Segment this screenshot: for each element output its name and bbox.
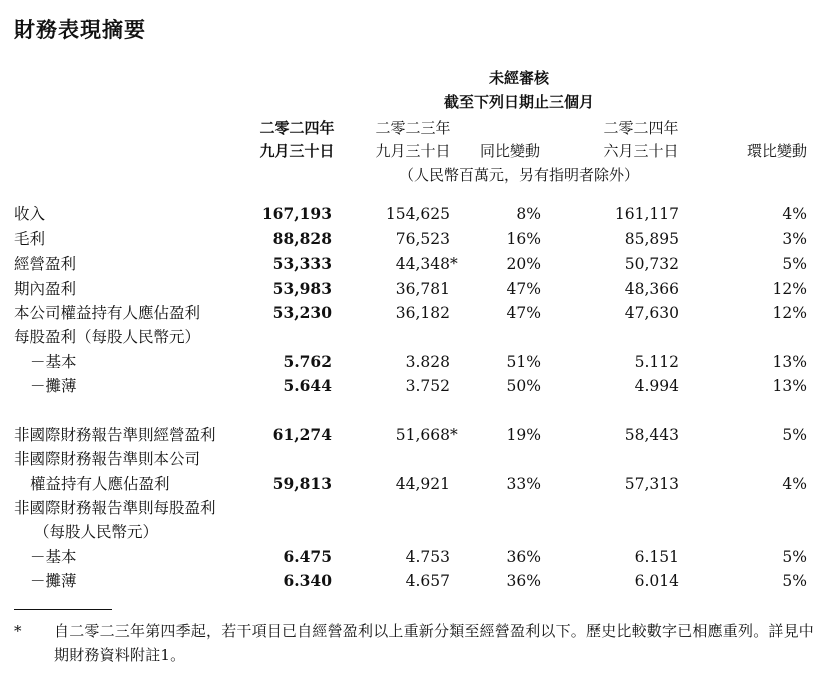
value-2023q3: 36,781	[395, 280, 450, 298]
value-text: 44,348	[395, 255, 450, 273]
col2-header-line1: 二零二三年	[375, 119, 451, 137]
qoq-change: 5%	[782, 426, 807, 444]
value-2024q2: 4.994	[634, 377, 679, 395]
value-2024q3: 167,193	[261, 204, 332, 223]
unit-note: （人民幣百萬元，另有指明者除外）	[398, 166, 640, 184]
page-title: 財務表現摘要	[14, 18, 146, 42]
row-label: 經營盈利	[14, 255, 77, 273]
qoq-change: 12%	[772, 280, 807, 298]
row-label: 非國際財務報告準則本公司	[14, 450, 201, 468]
table-row	[0, 301, 828, 326]
row-label: 非國際財務報告準則經營盈利	[14, 426, 216, 444]
col5-header: 環比變動	[746, 142, 807, 160]
row-label: 每股盈利（每股人民幣元）	[14, 328, 201, 346]
row-label: 權益持有人應佔盈利	[30, 475, 170, 493]
row-label: 收入	[14, 205, 46, 223]
value-2024q2: 6.014	[634, 572, 679, 590]
value-2023q3: 154,625	[385, 205, 450, 223]
table-row	[0, 569, 828, 594]
value-2024q2: 85,895	[624, 230, 679, 248]
period-label: 截至下列日期止三個月	[443, 93, 595, 111]
yoy-change: 33%	[506, 475, 541, 493]
value-text: 51,668	[395, 426, 450, 444]
yoy-change: 36%	[506, 548, 541, 566]
row-label: 非國際財務報告準則每股盈利	[14, 499, 216, 517]
table-row	[0, 496, 828, 521]
table-row	[0, 520, 828, 545]
col1-header-line1: 二零二四年	[259, 119, 335, 137]
yoy-change: 36%	[506, 572, 541, 590]
table-row	[0, 252, 828, 277]
row-label: 毛利	[14, 230, 46, 248]
value-2023q3	[395, 252, 458, 277]
value-2024q3: 5.762	[283, 352, 332, 371]
value-2024q3: 5.644	[283, 376, 332, 395]
value-2024q2: 5.112	[634, 353, 679, 371]
qoq-change: 5%	[782, 548, 807, 566]
col4-header-line1: 二零二四年	[603, 119, 679, 137]
row-label: －基本	[30, 548, 77, 566]
yoy-change: 47%	[506, 304, 541, 322]
value-2023q3: 3.752	[405, 377, 450, 395]
qoq-change: 5%	[782, 572, 807, 590]
value-2023q3: 36,182	[395, 304, 450, 322]
value-2023q3: 44,921	[395, 475, 450, 493]
value-2024q3: 88,828	[272, 229, 332, 248]
unaudited-label: 未經審核	[488, 69, 550, 87]
table-row	[0, 472, 828, 497]
row-label: 期內盈利	[14, 280, 77, 298]
value-2024q3: 59,813	[272, 474, 332, 493]
row-label: －攤薄	[30, 572, 77, 590]
value-2024q2: 48,366	[624, 280, 679, 298]
value-2024q2: 58,443	[624, 426, 679, 444]
value-2024q3: 6.475	[283, 547, 332, 566]
value-2024q3: 6.340	[283, 571, 332, 590]
table-row	[0, 423, 828, 448]
table-row	[0, 325, 828, 350]
value-2024q3: 53,983	[272, 279, 332, 298]
table-row	[0, 447, 828, 472]
yoy-change: 19%	[506, 426, 541, 444]
footnote-divider	[14, 609, 112, 610]
footnote-text: 自二零二三年第四季起，若干項目已自經營盈利以上重新分類至經營盈利以下。歷史比較數字已相應重列。詳見中期財務資料附註1。	[54, 622, 815, 664]
yoy-change: 51%	[506, 353, 541, 371]
footnote-mark: *	[14, 622, 22, 640]
table-row	[0, 374, 828, 399]
value-2024q3: 61,274	[272, 425, 332, 444]
restated-mark: *	[450, 426, 458, 444]
qoq-change: 4%	[782, 475, 807, 493]
value-2024q3: 53,230	[272, 303, 332, 322]
qoq-change: 13%	[772, 353, 807, 371]
value-2023q3: 3.828	[405, 353, 450, 371]
col4-header-line2: 六月三十日	[603, 142, 679, 160]
yoy-change: 47%	[506, 280, 541, 298]
row-label: 本公司權益持有人應佔盈利	[14, 304, 201, 322]
table-row	[0, 350, 828, 375]
table-row	[0, 227, 828, 252]
table-row	[0, 545, 828, 570]
value-2024q2: 6.151	[634, 548, 679, 566]
row-label: －攤薄	[30, 377, 77, 395]
value-2023q3: 4.657	[405, 572, 450, 590]
qoq-change: 12%	[772, 304, 807, 322]
yoy-change: 8%	[516, 205, 541, 223]
yoy-change: 16%	[506, 230, 541, 248]
qoq-change: 3%	[782, 230, 807, 248]
value-2024q2: 161,117	[614, 205, 679, 223]
col2-header-line2: 九月三十日	[375, 142, 451, 160]
value-2024q2: 50,732	[624, 255, 679, 273]
restated-mark: *	[450, 255, 458, 273]
col1-header-line2: 九月三十日	[259, 142, 335, 160]
qoq-change: 13%	[772, 377, 807, 395]
qoq-change: 4%	[782, 205, 807, 223]
yoy-change: 50%	[506, 377, 541, 395]
value-2024q2: 57,313	[624, 475, 679, 493]
value-2023q3	[395, 423, 458, 448]
value-2024q2: 47,630	[624, 304, 679, 322]
row-label: －基本	[30, 353, 77, 371]
yoy-change: 20%	[506, 255, 541, 273]
row-label: （每股人民幣元）	[34, 523, 159, 541]
value-2023q3: 4.753	[405, 548, 450, 566]
value-2024q3: 53,333	[272, 254, 332, 273]
table-row	[0, 202, 828, 227]
col3-header: 同比變動	[479, 142, 540, 160]
qoq-change: 5%	[782, 255, 807, 273]
value-2023q3: 76,523	[395, 230, 450, 248]
table-row	[0, 277, 828, 302]
